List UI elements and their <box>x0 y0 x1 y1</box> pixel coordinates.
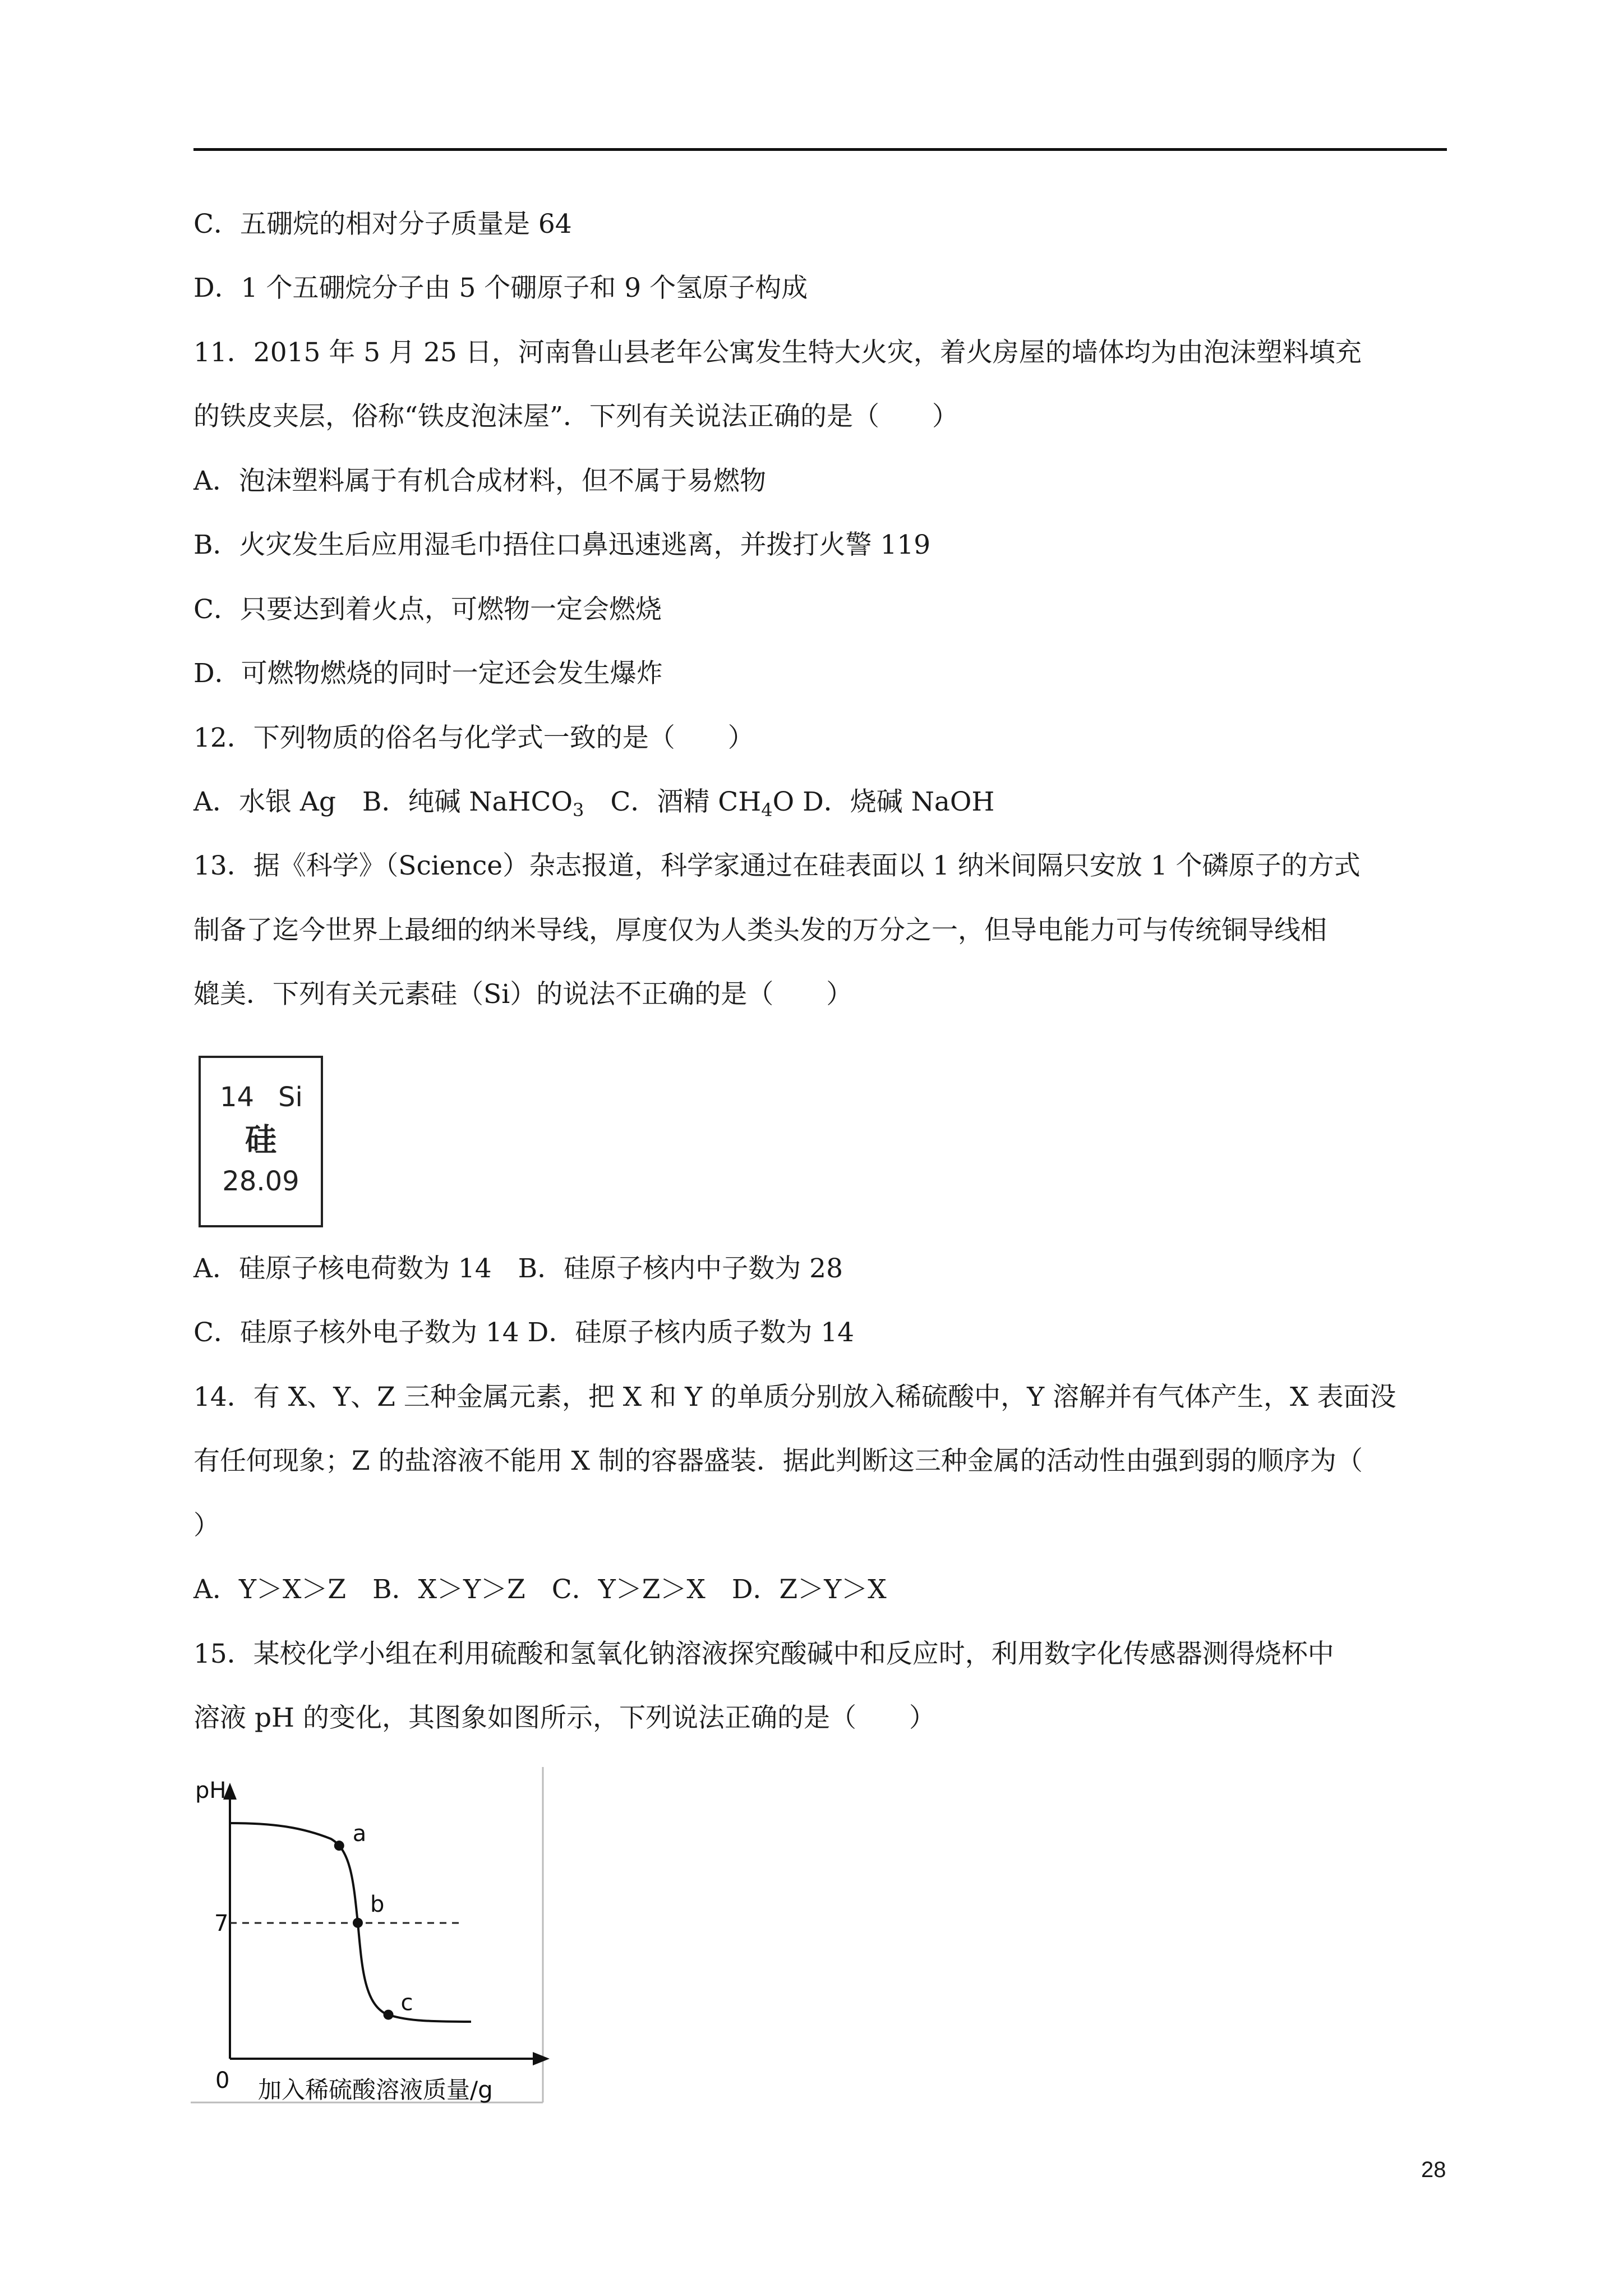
origin-label: 0 <box>215 2068 230 2093</box>
question-13-line3: 媲美．下列有关元素硅（Si）的说法不正确的是（ ） <box>193 979 853 1010</box>
q12-option-c-subscript: 4 <box>761 799 773 821</box>
point-c <box>384 2010 394 2020</box>
question-14-line1: 14．有 X、Y、Z 三种金属元素，把 X 和 Y 的单质分别放入稀硫酸中，Y 溶解并有气体产生，X 表面没 <box>193 1382 1396 1412</box>
q12-option-b-subscript: 3 <box>573 799 584 821</box>
options-q12 <box>193 785 994 827</box>
q12-option-ab: A．水银 Ag B．纯碱 NaHCO <box>193 786 573 817</box>
options-q14: A．Y＞X＞Z B．X＞Y＞Z C．Y＞Z＞X D．Z＞Y＞X <box>193 1574 887 1605</box>
point-a <box>334 1841 344 1851</box>
ph-curve <box>230 1823 471 2022</box>
header-rule <box>193 148 1447 151</box>
option-c-q10: C．五硼烷的相对分子质量是 64 <box>193 209 572 240</box>
y-axis-label: pH <box>195 1778 227 1803</box>
option-a-q11: A．泡沫塑料属于有机合成材料，但不属于易燃物 <box>193 466 766 496</box>
element-symbol: Si <box>278 1082 303 1113</box>
x-axis-label: 加入稀硫酸溶液质量/g <box>258 2076 493 2104</box>
question-11-line1: 11．2015 年 5 月 25 日，河南鲁山县老年公寓发生特大火灾，着火房屋的墙体均为由泡沫塑料填充 <box>193 337 1362 368</box>
options-cd-q13: C．硅原子核外电子数为 14 D．硅原子核内质子数为 14 <box>193 1317 855 1348</box>
question-13-line1: 13．据《科学》（Science）杂志报道，科学家通过在硅表面以 1 纳米间隔只安放 1 个磷原子的方式 <box>193 850 1361 881</box>
options-ab-q13: A．硅原子核电荷数为 14 B．硅原子核内中子数为 28 <box>193 1253 843 1284</box>
point-a-label: a <box>352 1821 367 1847</box>
question-15-line2: 溶液 pH 的变化，其图象如图所示，下列说法正确的是（ ） <box>193 1703 935 1733</box>
option-d-q11: D．可燃物燃烧的同时一定还会发生爆炸 <box>193 658 663 689</box>
atomic-mass: 28.09 <box>222 1166 299 1197</box>
question-14-line3: ） <box>193 1510 220 1541</box>
question-11-line2: 的铁皮夹层，俗称“铁皮泡沫屋”．下列有关说法正确的是（ ） <box>193 401 959 432</box>
question-12: 12．下列物质的俗名与化学式一致的是（ ） <box>193 723 754 753</box>
q12-option-cd-tail: O D．烧碱 NaOH <box>772 786 995 817</box>
question-13-line2: 制备了迄今世界上最细的纳米导线，厚度仅为人类头发的万分之一，但导电能力可与传统铜导线相 <box>193 915 1327 946</box>
element-name: 硅 <box>245 1122 276 1158</box>
option-d-q10: D．1 个五硼烷分子由 5 个硼原子和 9 个氢原子构成 <box>193 273 808 303</box>
question-15-line1: 15．某校化学小组在利用硫酸和氢氧化钠溶液探究酸碱中和反应时，利用数字化传感器测得烧杯中 <box>193 1639 1334 1669</box>
x-axis-arrow <box>533 2052 550 2065</box>
page-number: 28 <box>1421 2157 1446 2182</box>
silicon-element-card <box>199 1056 323 1227</box>
q12-option-c: C．酒精 CH <box>584 786 762 817</box>
point-b-label: b <box>370 1891 385 1917</box>
point-c-label: c <box>400 1990 413 2016</box>
ph-titration-chart <box>191 1767 550 2109</box>
point-b <box>353 1918 363 1928</box>
option-c-q11: C．只要达到着火点，可燃物一定会燃烧 <box>193 594 662 625</box>
question-14-line2: 有任何现象；Z 的盐溶液不能用 X 制的容器盛装．据此判断这三种金属的活动性由强到弱的顺序为（ <box>193 1446 1363 1476</box>
y-tick-7: 7 <box>214 1911 229 1936</box>
option-b-q11: B．火灾发生后应用湿毛巾捂住口鼻迅速逃离，并拨打火警 119 <box>193 530 931 560</box>
atomic-number: 14 <box>220 1082 255 1113</box>
